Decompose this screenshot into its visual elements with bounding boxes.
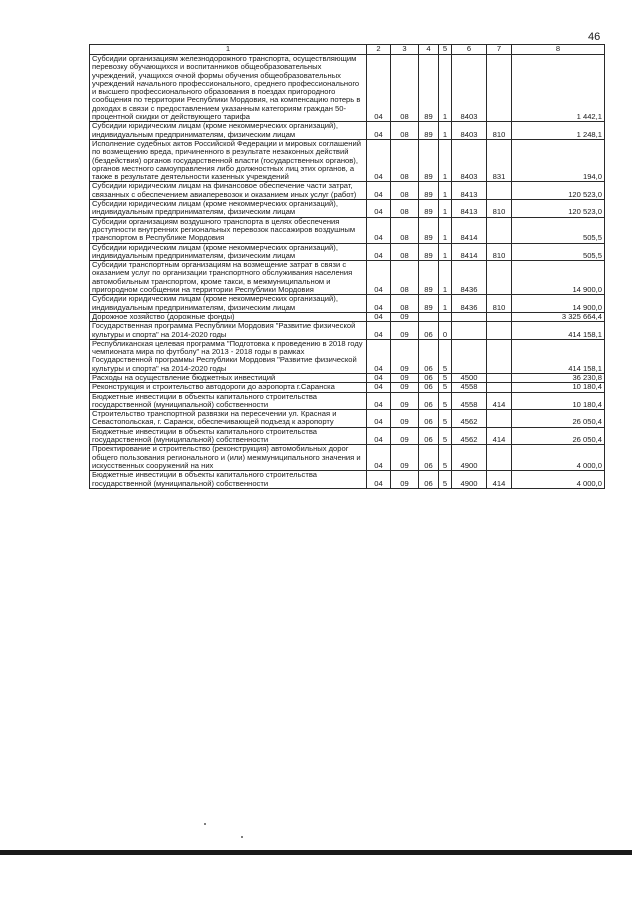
row-code-3: 09 [391,383,419,392]
row-code-2: 04 [367,410,391,428]
row-code-7: 414 [487,427,512,445]
row-code-2: 04 [367,383,391,392]
row-code-3: 09 [391,471,419,489]
table-row [90,410,605,428]
row-amount: 505,5 [512,217,605,243]
column-header: 4 [419,45,439,55]
row-name: Расходы на осуществление бюджетных инвестиций [90,373,367,382]
row-code-5: 1 [439,295,452,313]
row-amount: 14 900,0 [512,261,605,295]
row-name: Проектирование и строительство (реконструкция) автомобильных дорог общего пользования регионального и (или) межмуниципального значения и искусственных сооружений на них [90,445,367,471]
table-row [90,383,605,392]
row-code-4: 06 [419,373,439,382]
row-name: Субсидии юридическим лицам (кроме некоммерческих организаций), индивидуальным предпринимателям, физическим лицам [90,243,367,261]
table-row [90,55,605,122]
row-code-3: 08 [391,217,419,243]
row-amount: 26 050,4 [512,410,605,428]
row-code-7 [487,217,512,243]
row-code-4: 89 [419,122,439,140]
page-number: 46 [588,31,601,43]
table-row [90,445,605,471]
row-code-7 [487,410,512,428]
row-code-6: 4900 [452,445,487,471]
row-amount: 1 442,1 [512,55,605,122]
table-row [90,392,605,410]
row-code-4: 06 [419,383,439,392]
table-row [90,373,605,382]
row-name: Субсидии юридическим лицам (кроме некоммерческих организаций), индивидуальным предпринимателям, физическим лицам [90,295,367,313]
row-code-2: 04 [367,217,391,243]
row-code-4: 89 [419,182,439,200]
row-code-3: 09 [391,427,419,445]
row-code-2: 04 [367,339,391,373]
row-code-2: 04 [367,312,391,321]
row-code-6: 8414 [452,243,487,261]
row-code-6: 4562 [452,427,487,445]
row-code-5: 1 [439,55,452,122]
row-code-4: 89 [419,217,439,243]
row-name: Бюджетные инвестиции в объекты капитального строительства государственной (муниципальной) собственности [90,392,367,410]
row-code-7 [487,445,512,471]
row-code-2: 04 [367,373,391,382]
row-amount: 414 158,1 [512,322,605,340]
row-code-4: 89 [419,243,439,261]
row-code-7 [487,261,512,295]
row-code-6: 4562 [452,410,487,428]
row-code-7 [487,322,512,340]
row-code-7 [487,339,512,373]
row-amount: 10 180,4 [512,383,605,392]
row-code-6: 8403 [452,139,487,181]
row-code-4: 06 [419,392,439,410]
column-header: 2 [367,45,391,55]
row-code-3: 09 [391,339,419,373]
table-row [90,427,605,445]
row-code-3: 08 [391,200,419,218]
row-code-7: 831 [487,139,512,181]
row-code-2: 04 [367,445,391,471]
row-code-4: 06 [419,410,439,428]
row-code-6: 4500 [452,373,487,382]
table-row [90,339,605,373]
row-code-6 [452,339,487,373]
row-code-6: 4558 [452,392,487,410]
row-code-4: 89 [419,200,439,218]
row-code-2: 04 [367,243,391,261]
row-code-2: 04 [367,261,391,295]
row-code-5: 5 [439,339,452,373]
row-code-5: 1 [439,122,452,140]
row-code-3: 08 [391,182,419,200]
row-name: Дорожное хозяйство (дорожные фонды) [90,312,367,321]
row-code-6: 8403 [452,55,487,122]
row-code-5: 1 [439,182,452,200]
table-row [90,200,605,218]
row-code-3: 08 [391,295,419,313]
row-code-2: 04 [367,471,391,489]
row-name: Субсидии юридическим лицам (кроме некоммерческих организаций), индивидуальным предпринимателям, физическим лицам [90,200,367,218]
row-name: Государственная программа Республики Мордовия "Развитие физической культуры и спорта" на 2014-2020 годы [90,322,367,340]
row-amount: 4 000,0 [512,471,605,489]
row-code-4: 06 [419,471,439,489]
row-code-6: 8414 [452,217,487,243]
table-row [90,139,605,181]
row-code-6 [452,322,487,340]
row-amount: 3 325 664,4 [512,312,605,321]
row-code-2: 04 [367,392,391,410]
row-code-3: 09 [391,373,419,382]
row-code-6: 8436 [452,295,487,313]
row-code-7: 810 [487,295,512,313]
row-code-5: 5 [439,392,452,410]
table-row [90,295,605,313]
row-code-5: 5 [439,427,452,445]
row-code-7 [487,383,512,392]
row-code-3: 08 [391,122,419,140]
row-code-7 [487,182,512,200]
table-row [90,261,605,295]
table-row [90,243,605,261]
row-name: Субсидии юридическим лицам на финансовое обеспечение части затрат, связанных с обеспечением авиаперевозок и оказанием иных услуг (работ) [90,182,367,200]
table-row [90,217,605,243]
row-name: Субсидии организациям железнодорожного транспорта, осуществляющим перевозку обучающихся и воспитанников общеобразовательных учреждений, учащихся очной формы обучения общеобразовательных учреждений начального профессионального, среднего профессионального и высшего профессионального образования в поездах пригородного сообщения по территории Республики Мордовия, на компенсацию потерь в доходах в связи с предоставлением указанным категориям граждан 50-процентной скидки от действующего тарифа [90,55,367,122]
column-header: 7 [487,45,512,55]
row-code-7: 810 [487,243,512,261]
row-code-6: 8413 [452,182,487,200]
budget-table [89,44,605,489]
row-name: Бюджетные инвестиции в объекты капитального строительства государственной (муниципальной) собственности [90,471,367,489]
row-code-7: 810 [487,122,512,140]
row-code-6: 4558 [452,383,487,392]
row-amount: 36 230,8 [512,373,605,382]
table-row [90,312,605,321]
row-code-5: 5 [439,445,452,471]
row-code-5: 1 [439,139,452,181]
row-amount: 4 000,0 [512,445,605,471]
row-code-4 [419,312,439,321]
row-code-5: 0 [439,322,452,340]
row-code-5: 1 [439,261,452,295]
row-code-2: 04 [367,55,391,122]
row-code-2: 04 [367,295,391,313]
row-name: Республиканская целевая программа "Подготовка к проведению в 2018 году чемпионата мира по футболу" на 2013 - 2018 годы в рамках Государственной программы Республики Мордовия "Развитие физической культуры и спорта" на 2014-2020 годы [90,339,367,373]
row-code-3: 09 [391,312,419,321]
row-code-4: 06 [419,427,439,445]
column-header: 1 [90,45,367,55]
column-header: 8 [512,45,605,55]
table-row [90,122,605,140]
row-amount: 194,0 [512,139,605,181]
row-amount: 10 180,4 [512,392,605,410]
row-name: Субсидии организациям воздушного транспорта в целях обеспечения доступности внутренних региональных перевозок пассажиров воздушным транспортом в Республике Мордовия [90,217,367,243]
row-amount: 505,5 [512,243,605,261]
row-code-6: 4900 [452,471,487,489]
row-code-6 [452,312,487,321]
row-amount: 14 900,0 [512,295,605,313]
row-name: Реконструкция и строительство автодороги до аэропорта г.Саранска [90,383,367,392]
row-code-3: 08 [391,139,419,181]
row-code-7: 414 [487,471,512,489]
row-amount: 414 158,1 [512,339,605,373]
row-code-4: 89 [419,139,439,181]
row-code-3: 09 [391,445,419,471]
row-amount: 120 523,0 [512,182,605,200]
row-code-2: 04 [367,200,391,218]
row-code-5: 1 [439,243,452,261]
row-name: Строительство транспортной развязки на пересечении ул. Красная и Севастопольская, г. Саранск, обеспечивающей подъезд к аэропорту [90,410,367,428]
row-code-3: 08 [391,261,419,295]
row-code-6: 8403 [452,122,487,140]
row-code-4: 06 [419,322,439,340]
table-row [90,322,605,340]
row-code-3: 08 [391,243,419,261]
row-code-2: 04 [367,427,391,445]
row-name: Субсидии юридическим лицам (кроме некоммерческих организаций), индивидуальным предпринимателям, физическим лицам [90,122,367,140]
row-code-4: 06 [419,445,439,471]
table-row [90,471,605,489]
row-code-4: 89 [419,261,439,295]
row-code-4: 89 [419,295,439,313]
row-code-3: 08 [391,55,419,122]
row-code-6: 8436 [452,261,487,295]
row-code-5: 5 [439,410,452,428]
row-code-2: 04 [367,139,391,181]
header-row [90,45,605,55]
row-amount: 1 248,1 [512,122,605,140]
row-code-2: 04 [367,122,391,140]
row-code-5: 1 [439,217,452,243]
scan-speck [241,836,243,838]
row-amount: 120 523,0 [512,200,605,218]
row-code-4: 89 [419,55,439,122]
row-code-5: 1 [439,200,452,218]
row-code-6: 8413 [452,200,487,218]
row-code-7: 414 [487,392,512,410]
row-code-7 [487,312,512,321]
row-code-3: 09 [391,392,419,410]
row-code-5: 5 [439,471,452,489]
row-name: Субсидии транспортным организациям на возмещение затрат в связи с оказанием услуг по организации транспортного обслуживания населения автомобильным транспортом, кроме такси, в межмуниципальном и пригородном сообщении на территории Республики Мордовия [90,261,367,295]
row-amount: 26 050,4 [512,427,605,445]
row-code-3: 09 [391,322,419,340]
row-code-3: 09 [391,410,419,428]
row-code-4: 06 [419,339,439,373]
bottom-rule [0,850,632,855]
scan-speck [204,823,206,825]
row-name: Исполнение судебных актов Российской Федерации и мировых соглашений по возмещению вреда, причиненного в результате незаконных действий (бездействия) органов государственной власти (государственных органов), органов местного самоуправления либо должностных лиц этих органов, а также в результате деятельности казенных учреждений [90,139,367,181]
column-header: 5 [439,45,452,55]
row-code-2: 04 [367,322,391,340]
column-header: 6 [452,45,487,55]
row-code-5: 5 [439,373,452,382]
table-row [90,182,605,200]
row-code-5: 5 [439,383,452,392]
row-code-5 [439,312,452,321]
row-code-2: 04 [367,182,391,200]
row-code-7: 810 [487,200,512,218]
column-header: 3 [391,45,419,55]
row-code-7 [487,55,512,122]
row-code-7 [487,373,512,382]
row-name: Бюджетные инвестиции в объекты капитального строительства государственной (муниципальной) собственности [90,427,367,445]
